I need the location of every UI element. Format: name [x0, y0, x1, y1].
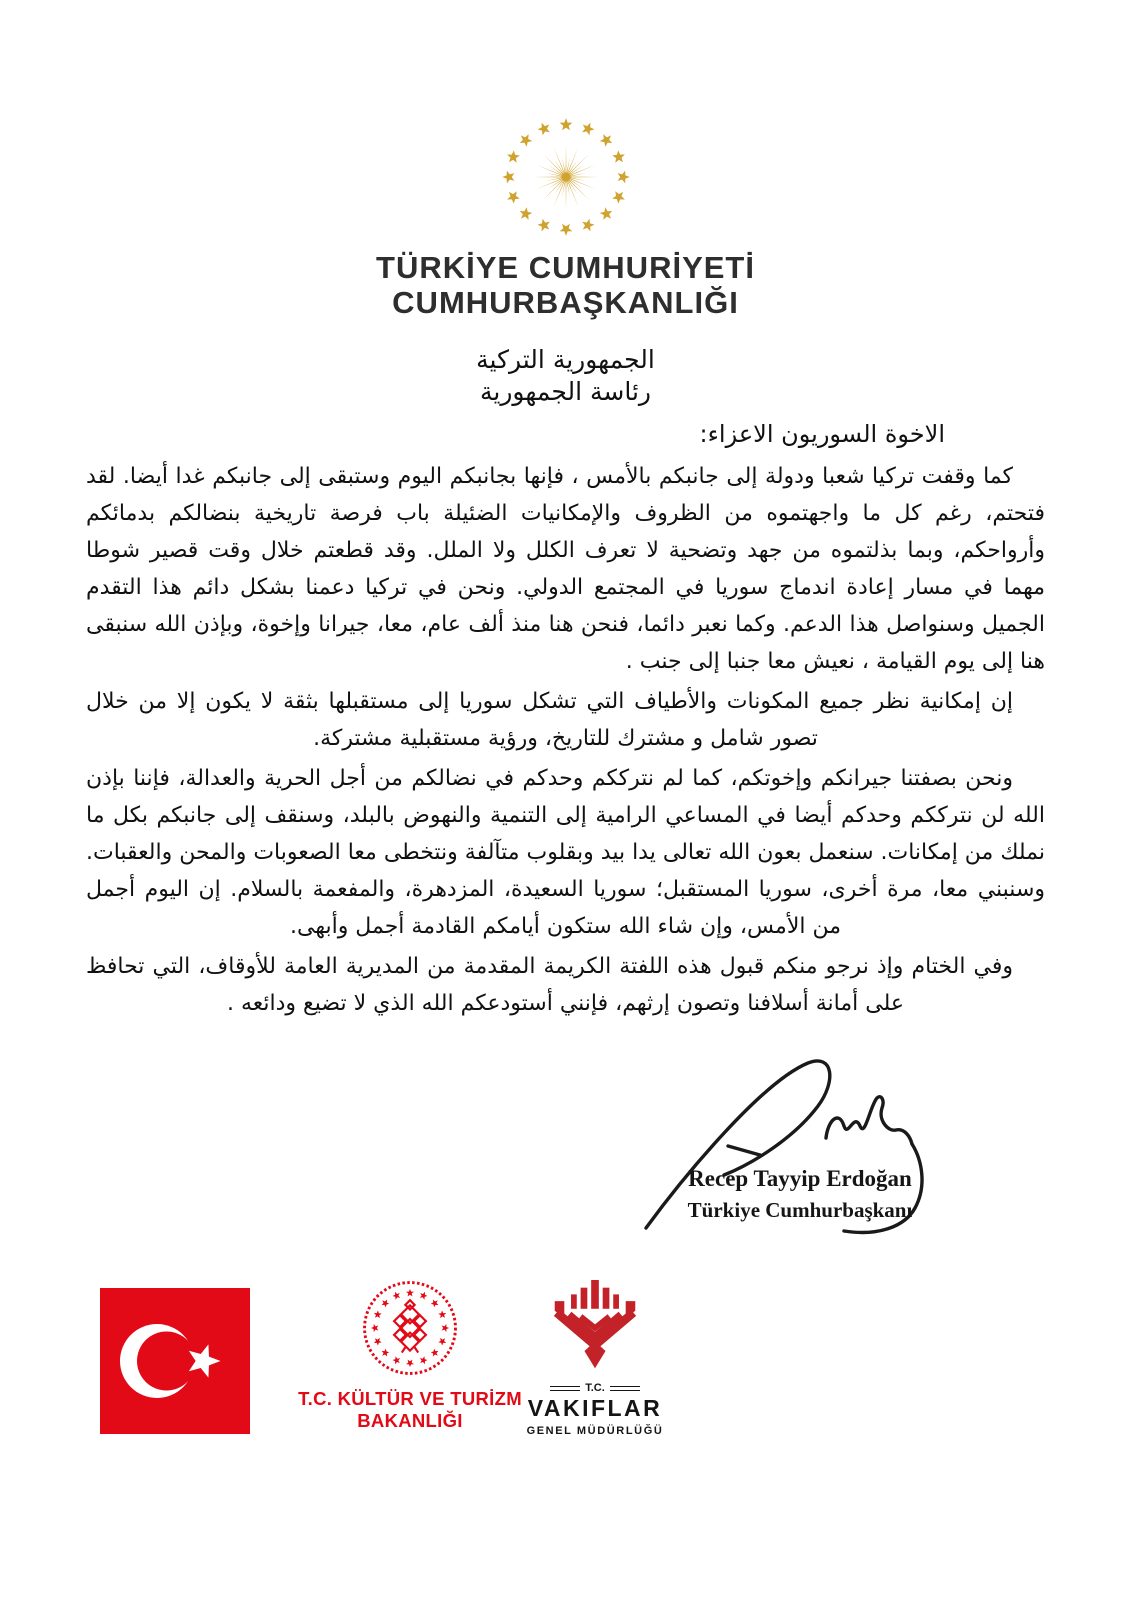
culture-ministry-emblem-icon [360, 1278, 460, 1378]
culture-ministry-text [298, 1388, 522, 1432]
letterhead-arabic-line2: رئاسة الجمهورية [480, 377, 651, 406]
vakiflar-tc-row [523, 1382, 667, 1394]
signature-block [630, 1048, 950, 1243]
presidential-seal [0, 0, 1131, 242]
paragraph-4: وفي الختام وإذ نرجو منكم قبول هذه اللفتة الكريمة المقدمة من المديرية العامة للأوقاف، التي تحافظ على أمانة أسلافنا وتصون إرثهم، فإنني أستودعكم الله الذي لا تضيع ودائعه . [86, 954, 1013, 1016]
divider-line [550, 1386, 580, 1391]
culture-ministry-logo [298, 1278, 522, 1432]
letter-body [0, 420, 1131, 1022]
paragraph-3: ونحن بصفتنا جيرانكم وإخوتكم، كما لم نترككم وحدكم في نضالكم من أجل الحرية والعدالة، فإننا بإذن الله لن نترككم وحدكم أيضا في المساعي الرامية إلى التنمية والنهوض بالبلد، وسنقف إلى جانبكم بكل ما نملك من إمكانات. سنعمل بعون الله تعالى يدا بيد وبقلوب متآلفة ونتخطى معا الصعوبات والمحن والعقبات. وسنبني معا، مرة أخرى، سوريا المستقبل؛ سوريا السعيدة، المزدهرة، والمفعمة بالسلام. إن اليوم أجمل من الأمس، وإن شاء الله ستكون أيامكم القادمة أجمل وأبهى. [86, 766, 1045, 939]
divider-line [610, 1386, 640, 1391]
paragraph-2: إن إمكانية نظر جميع المكونات والأطياف التي تشكل سوريا إلى مستقبلها بثقة لا يكون إلا من خلال تصور شامل و مشترك للتاريخ، ورؤية مستقبلية مشتركة. [86, 689, 1013, 751]
vakiflar-logo [523, 1280, 667, 1437]
turkish-flag-icon [100, 1288, 250, 1434]
paragraph-1: كما وقفت تركيا شعبا ودولة إلى جانبكم بالأمس ، فإنها بجانبكم اليوم وستبقى إلى جانبكم غدا أيضا. لقد فتحتم، رغم كل ما واجهتموه من الظروف والإمكانيات الضئيلة باب فرصة تاريخية بنضالكم بدمائكم وأرواحكم، وبما بذلتموه من جهد وتضحية لا تعرف الكلل ولا الملل. وقد قطعتم خلال وقت قصير شوطا مهما في مسار إعادة اندماج سوريا في المجتمع الدولي. ونحن في تركيا دعمنا بشكل دائم هذا التقدم الجميل وسنواصل هذا الدعم. وكما نعبر دائما، فنحن هنا منذ ألف عام، معا، جيرانا وإخوة، وبإذن الله سنبقى هنا إلى يوم القيامة ، نعيش معا جنبا إلى جنب . [86, 464, 1045, 674]
salutation: الاخوة السوريون الاعزاء: [699, 420, 945, 448]
signatory-name: Recep Tayyip Erdoğan [688, 1166, 912, 1191]
ministry-name-line1: T.C. KÜLTÜR VE TURİZM [298, 1388, 522, 1409]
letterhead-arabic [0, 344, 1131, 408]
footer-logos [0, 1278, 1131, 1468]
letterhead-title-line1: TÜRKİYE CUMHURİYETİ [376, 250, 755, 285]
presidential-seal-icon [491, 116, 641, 238]
letterhead-arabic-line1: الجمهورية التركية [476, 345, 655, 374]
letter-paragraphs [86, 458, 1045, 1022]
vakiflar-tc-label: T.C. [585, 1382, 605, 1394]
ministry-name-line2: BAKANLIĞI [357, 1410, 463, 1431]
vakiflar-subtitle: GENEL MÜDÜRLÜĞÜ [526, 1425, 664, 1437]
vakiflar-name: VAKIFLAR [527, 1395, 663, 1421]
signatory-title: Türkiye Cumhurbaşkanı [687, 1198, 913, 1222]
letterhead-title-line2: CUMHURBAŞKANLIĞI [392, 285, 739, 320]
turkish-flag [100, 1288, 250, 1438]
vakiflar-emblem-icon [547, 1280, 643, 1374]
letterhead-title [0, 250, 1131, 320]
